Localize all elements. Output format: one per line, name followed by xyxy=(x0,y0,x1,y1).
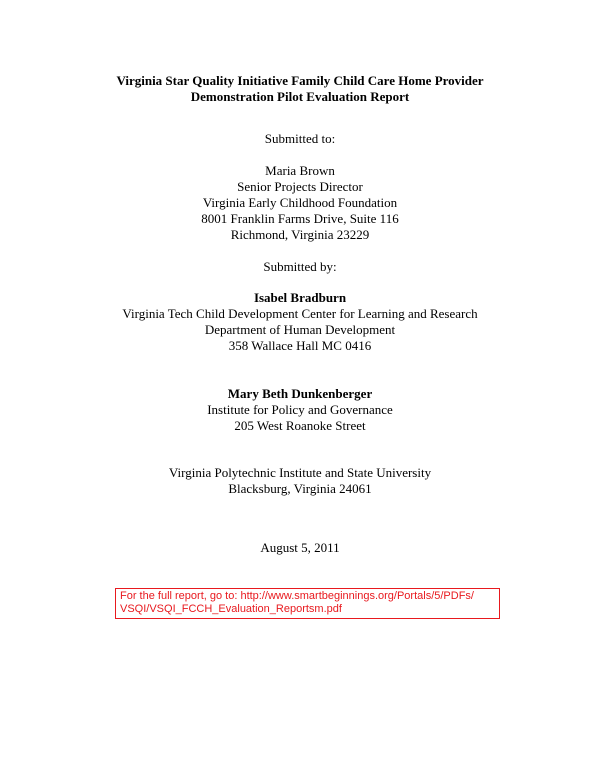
full-report-link-line-2[interactable]: VSQI/VSQI_FCCH_Evaluation_Reportsm.pdf xyxy=(120,603,342,615)
full-report-link-line-1[interactable]: For the full report, go to: http://www.smartbeginnings.org/Portals/5/PDFs/ xyxy=(120,590,474,602)
author-1-address: 358 Wallace Hall MC 0416 xyxy=(228,338,372,353)
report-title-line-1: Virginia Star Quality Initiative Family Child Care Home Provider xyxy=(116,73,484,88)
report-title-line-2: Demonstration Pilot Evaluation Report xyxy=(190,89,410,104)
author-1-department: Department of Human Development xyxy=(204,322,396,337)
author-1-organization: Virginia Tech Child Development Center for Learning and Research xyxy=(122,306,478,321)
recipient-organization: Virginia Early Childhood Foundation xyxy=(202,195,398,210)
author-2-name: Mary Beth Dunkenberger xyxy=(227,386,373,401)
submitted-to-label: Submitted to: xyxy=(264,131,336,146)
recipient-role: Senior Projects Director xyxy=(237,179,363,194)
university-city: Blacksburg, Virginia 24061 xyxy=(228,481,372,496)
submitted-by-label: Submitted by: xyxy=(263,259,337,274)
recipient-name: Maria Brown xyxy=(265,163,335,178)
report-date: August 5, 2011 xyxy=(260,540,340,555)
university-name: Virginia Polytechnic Institute and State University xyxy=(168,465,432,480)
author-2-address: 205 West Roanoke Street xyxy=(234,418,366,433)
author-1-name: Isabel Bradburn xyxy=(253,290,347,305)
recipient-city: Richmond, Virginia 23229 xyxy=(230,227,370,242)
recipient-address: 8001 Franklin Farms Drive, Suite 116 xyxy=(201,211,399,226)
full-report-link-box[interactable] xyxy=(115,588,500,619)
author-2-organization: Institute for Policy and Governance xyxy=(207,402,393,417)
